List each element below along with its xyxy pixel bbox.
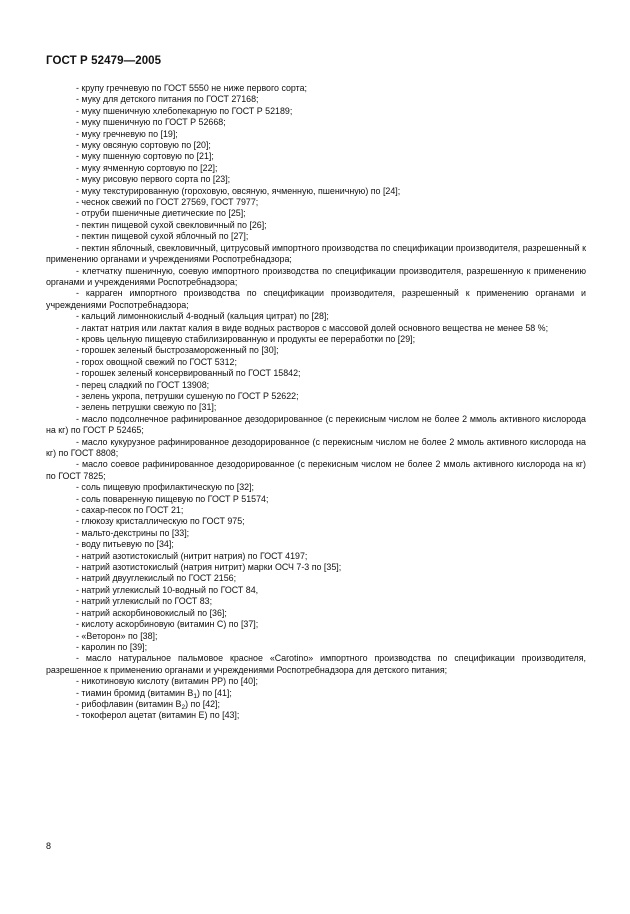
list-item: - кровь цельную пищевую стабилизированную и продукты ее переработки по [29]; bbox=[76, 333, 416, 344]
list-item: - мальто-декстрины по [33]; bbox=[76, 527, 190, 538]
list-item: - глюкозу кристаллическую по ГОСТ 975; bbox=[76, 516, 245, 527]
list-item: - пектин яблочный, свекловичный, цитрусовый импортного производства по спецификации производителя, разрешенный к применению органами и учреждениями Роспотребнадзора; bbox=[46, 242, 586, 265]
document-header: ГОСТ Р 52479—2005 bbox=[46, 55, 162, 67]
list-item: - масло соевое рафинированное дезодорированное (с перекисным числом не более 2 ммоль активного кислорода на кг) по ГОСТ 7825; bbox=[46, 459, 586, 481]
list-item: - муку пшеничную по ГОСТ Р 52668; bbox=[76, 117, 226, 128]
list-item: - кислоту аскорбиновую (витамин С) по [37]; bbox=[76, 619, 259, 630]
ingredient-list bbox=[46, 83, 586, 722]
list-item: - горошек зеленый консервированный по ГОСТ 15842; bbox=[76, 368, 301, 379]
list-item: - «Веторон» по [38]; bbox=[76, 630, 158, 641]
vitamin-subscript: 2 bbox=[181, 703, 186, 711]
list-item: - кальций лимоннокислый 4-водный (кальция цитрат) по [28]; bbox=[76, 311, 329, 322]
vitamin-item-ref: ) по [41]; bbox=[196, 687, 232, 698]
list-item: - перец сладкий по ГОСТ 13908; bbox=[76, 379, 210, 390]
list-item: - натрий аскорбиновокислый по [36]; bbox=[76, 607, 227, 618]
list-item-vitamin-b1 bbox=[46, 688, 586, 699]
list-item: - натрий двууглекислый по ГОСТ 2156; bbox=[76, 573, 237, 584]
list-item: - чеснок свежий по ГОСТ 27569, ГОСТ 7977; bbox=[76, 197, 259, 208]
list-item: - зелень петрушки свежую по [31]; bbox=[76, 402, 217, 413]
list-item: - соль поваренную пищевую по ГОСТ Р 51574; bbox=[76, 493, 269, 504]
list-item: - муку для детского питания по ГОСТ 27168; bbox=[76, 94, 259, 105]
vitamin-item-ref: ) по [42]; bbox=[185, 698, 220, 709]
list-item: - отруби пшеничные диетические по [25]; bbox=[76, 208, 246, 219]
list-item: - горох овощной свежий по ГОСТ 5312; bbox=[76, 356, 237, 367]
list-item: - каролин по [39]; bbox=[76, 641, 148, 652]
list-item: - муку пшеничную хлебопекарную по ГОСТ Р 52189; bbox=[76, 105, 293, 116]
list-item: - муку гречневую по [19]; bbox=[76, 128, 178, 139]
vitamin-item-text: - рибофлавин (витамин В bbox=[76, 698, 182, 709]
list-item: - натрий углекислый 10-водный по ГОСТ 84, bbox=[76, 584, 259, 595]
list-item: - сахар-песок по ГОСТ 21; bbox=[76, 505, 184, 516]
list-item: - карраген импортного производства по спецификации производителя, разрешенный к применению органами и учреждениями Роспотребнадзора; bbox=[46, 288, 586, 310]
list-item: - масло подсолнечное рафинированное дезодорированное (с перекисным числом не более 2 ммоль активного кислорода на кг) по ГОСТ Р 52465; bbox=[46, 413, 586, 436]
list-item: - пектин пищевой сухой яблочный по [27]; bbox=[76, 231, 249, 242]
list-item: - муку рисовую первого сорта по [23]; bbox=[76, 174, 231, 185]
list-item-vitamin-b2 bbox=[46, 699, 586, 710]
list-item: - горошек зеленый быстрозамороженный по [30]; bbox=[76, 345, 279, 356]
vitamin-subscript: 1 bbox=[193, 692, 197, 700]
list-item: - масло кукурузное рафинированное дезодорированное (с перекисным числом не более 2 ммоль активного кислорода на кг) по ГОСТ 8808; bbox=[46, 436, 586, 458]
list-item: - натрий углекислый по ГОСТ 83; bbox=[76, 596, 213, 607]
list-item: - токоферол ацетат (витамин Е) по [43]; bbox=[76, 710, 240, 721]
list-item: - пектин пищевой сухой свекловичный по [26]; bbox=[76, 219, 267, 230]
list-item: - муку пшенную сортовую по [21]; bbox=[76, 151, 214, 162]
list-item: - лактат натрия или лактат калия в виде водных растворов с массовой долей основного вещества не менее 58 %; bbox=[76, 322, 549, 333]
page-number: 8 bbox=[46, 841, 52, 851]
list-item: - зелень укропа, петрушки сушеную по ГОСТ Р 52622; bbox=[76, 390, 299, 401]
list-item: - натрий азотистокислый (нитрит натрия) по ГОСТ 4197; bbox=[76, 550, 308, 561]
list-item: - муку ячменную сортовую по [22]; bbox=[76, 162, 218, 173]
list-item: - масло натуральное пальмовое красное «Carotino» импортного производства по спецификации производителя, разрешенное к применению органами и учреждениями Роспотребнадзора для детского питания; bbox=[46, 653, 586, 675]
list-item: - муку овсяную сортовую по [20]; bbox=[76, 140, 211, 151]
list-item: - воду питьевую по [34]; bbox=[76, 539, 174, 550]
vitamin-item-text: - тиамин бромид (витамин В bbox=[76, 687, 194, 698]
list-item: - натрий азотистокислый (натрия нитрит) марки ОСЧ 7-3 по [35]; bbox=[76, 562, 342, 573]
list-item: - клетчатку пшеничную, соевую импортного производства по спецификации производителя, разрешенную к применению органами и учреждениями Роспотребнадзора; bbox=[46, 265, 586, 287]
list-item: - крупу гречневую по ГОСТ 5550 не ниже первого сорта; bbox=[76, 83, 308, 93]
list-item: - муку текстурированную (гороховую, овсяную, ячменную, пшеничную) по [24]; bbox=[76, 185, 401, 196]
list-item: - никотиновую кислоту (витамин РР) по [40]; bbox=[76, 676, 258, 687]
list-item: - соль пищевую профилактическую по [32]; bbox=[76, 482, 255, 493]
